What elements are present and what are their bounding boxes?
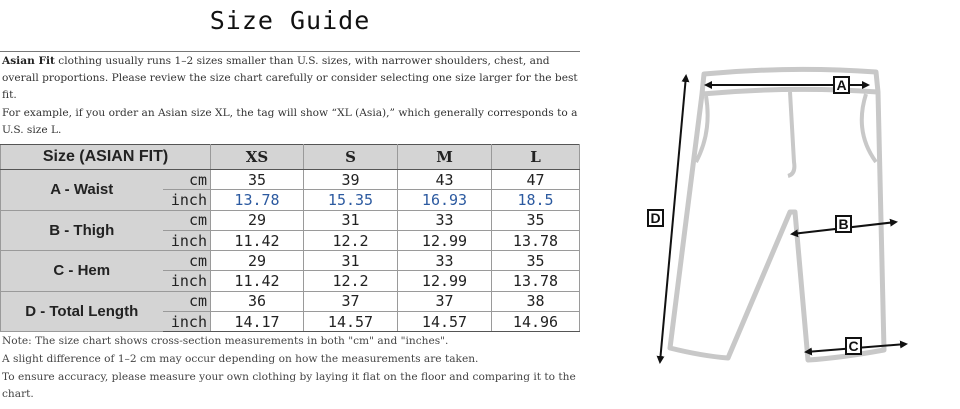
cell: 33 [398, 251, 492, 271]
unit-cm: cm [163, 170, 211, 190]
cell: 11.42 [211, 230, 304, 250]
row-label-waist: A - Waist [1, 170, 163, 211]
size-table [0, 144, 580, 332]
size-col-s: S [304, 145, 398, 170]
cell: 14.96 [492, 312, 580, 332]
size-header-label: Size (ASIAN FIT) [1, 145, 211, 170]
shorts-diagram [640, 62, 915, 374]
cell: 35 [211, 170, 304, 190]
cell: 39 [304, 170, 398, 190]
page-title: Size Guide [209, 6, 371, 35]
label-a [834, 77, 849, 93]
cell: 11.42 [211, 271, 304, 291]
size-col-l: L [492, 145, 580, 170]
cell: 36 [211, 291, 304, 311]
unit-cm: cm [163, 210, 211, 230]
svg-text:C: C [848, 338, 859, 354]
title-divider [0, 51, 580, 52]
size-col-xs: XS [211, 145, 304, 170]
table-row [1, 170, 580, 190]
note-line-1: Note: The size chart shows cross-section measurements in both "cm" and "inches". [2, 335, 449, 347]
cell: 47 [492, 170, 580, 190]
cell: 14.17 [211, 312, 304, 332]
cell: 12.99 [398, 230, 492, 250]
table-row [1, 210, 580, 230]
cell: 29 [211, 210, 304, 230]
cell: 15.35 [304, 190, 398, 210]
svg-text:D: D [650, 210, 661, 226]
cell: 13.78 [492, 271, 580, 291]
cell: 14.57 [304, 312, 398, 332]
cell: 31 [304, 251, 398, 271]
label-d [648, 210, 663, 226]
notes-text [2, 333, 582, 404]
cell: 31 [304, 210, 398, 230]
unit-cm: cm [163, 251, 211, 271]
intro-paragraph-2: For example, if you order an Asian size XL, the tag will show “XL (Asia),” which generally corresponds to a U.S. size L. [2, 106, 578, 136]
table-row [1, 291, 580, 311]
shorts-fly [788, 92, 794, 176]
cell: 12.2 [304, 230, 398, 250]
row-label-thigh: B - Thigh [1, 210, 163, 251]
asian-fit-lead: Asian Fit [2, 55, 55, 67]
note-line-3: To ensure accuracy, please measure your own clothing by laying it flat on the floor and comparing it to the chart. [2, 370, 576, 401]
row-label-total-length: D - Total Length [1, 291, 163, 332]
size-col-m: M [398, 145, 492, 170]
unit-inch: inch [163, 230, 211, 250]
table-row [1, 251, 580, 271]
svg-text:A: A [836, 77, 847, 93]
label-b [836, 216, 851, 232]
cell: 18.5 [492, 190, 580, 210]
cell: 37 [304, 291, 398, 311]
unit-inch: inch [163, 190, 211, 210]
cell: 16.93 [398, 190, 492, 210]
cell: 14.57 [398, 312, 492, 332]
cell: 37 [398, 291, 492, 311]
cell: 13.78 [211, 190, 304, 210]
unit-inch: inch [163, 271, 211, 291]
intro-paragraph-1 [2, 53, 582, 105]
size-header-row [1, 145, 580, 170]
unit-inch: inch [163, 312, 211, 332]
intro-text [2, 53, 582, 139]
cell: 38 [492, 291, 580, 311]
cell: 12.99 [398, 271, 492, 291]
cell: 35 [492, 251, 580, 271]
cell: 12.2 [304, 271, 398, 291]
label-c [846, 338, 861, 354]
cell: 33 [398, 210, 492, 230]
row-label-hem: C - Hem [1, 251, 163, 292]
cell: 43 [398, 170, 492, 190]
shorts-pocket-right [862, 94, 876, 162]
cell: 29 [211, 251, 304, 271]
svg-text:B: B [838, 216, 849, 232]
cell: 35 [492, 210, 580, 230]
unit-cm: cm [163, 291, 211, 311]
shorts-waistband [702, 69, 878, 94]
cell: 13.78 [492, 230, 580, 250]
intro-line1-rest: clothing usually runs 1–2 sizes smaller than U.S. sizes, with narrower shoulders, chest, and overall proportions. Please review the size chart carefully or consider selecting one size larger for the best fit. [2, 55, 578, 102]
note-line-2: A slight difference of 1–2 cm may occur depending on how the measurements are taken. [2, 352, 479, 365]
